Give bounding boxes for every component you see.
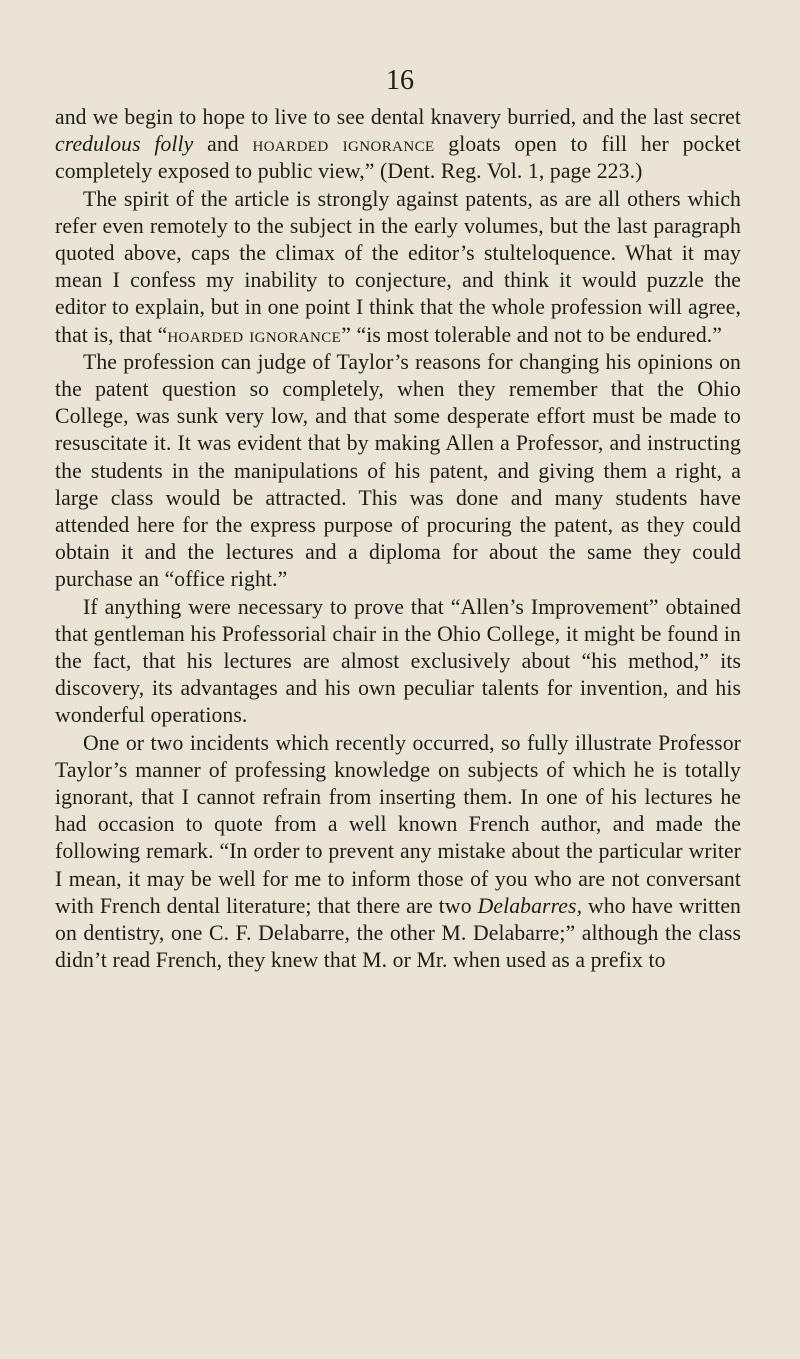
small-caps-text-run: hoarded ignorance (167, 322, 342, 347)
text-run: If anything were necessary to prove that “Allen’s Improvement” obtained that gentleman his Professorial chair in the Ohio College, it might be found in the fact, that his lectures are almost exclusively about “his method,” its discovery, its advantages and his own peculiar talents for invention, and his wonderful operations. (55, 594, 741, 728)
text-run: ” “is most tolerable and not to be endured.” (341, 322, 723, 347)
text-run: and (193, 132, 253, 157)
text-run: gloats open to fill her pocket completely exposed to public view,” (Dent. Reg. Vol. 1, page 223.) (55, 132, 742, 184)
body-text (55, 104, 741, 975)
text-run: who have written on dentistry, one C. F. Delabarre, the other M. Delabarre;” although the class didn’t read French, they knew that M. or Mr. when used as a prefix to (55, 893, 742, 973)
text-run: The profession can judge of Taylor’s reasons for changing his opinions on the patent question so completely, when they remember that the Ohio College, was sunk very low, and that some desperate effort must be made to resuscitate it. It was evident that by making Allen a Professor, and instructing the students in the manipulations of his patent, and giving them a right, a large class would be attracted. This was done and many students have attended here for the express purpose of procuring the patent, as they could obtain it and the lectures and a diploma for about the same they could purchase an “office right.” (55, 349, 741, 592)
paragraph-2 (55, 186, 741, 349)
text-run: One or two incidents which recently occurred, so fully illustrate Professor Taylor’s manner of professing knowledge on subjects of which he is totally ignorant, that I cannot refrain from inserting them. In one of his lectures he had occasion to quote from a well known French author, and made the following remark. “In order to prevent any mistake about the particular writer I mean, it may be well for me to inform those of you who are not conversant with French dental literature; that there are two (55, 730, 741, 918)
text-run: and we begin to hope to live to see dental knavery burried, and the last secret (55, 105, 741, 129)
small-caps-text-run: hoarded ignorance (252, 132, 435, 157)
paragraph-5 (55, 730, 741, 975)
text-run: The spirit of the article is strongly against patents, as are all others which refer even remotely to the subject in the early volumes, but the last paragraph quoted above, caps the climax of the editor’s stulteloquence. What it may mean I confess my inability to conjecture, and think it would puzzle the editor to explain, but in one point I think that the whole profession will agree, that is, that “ (55, 186, 741, 347)
page-number: 16 (386, 65, 414, 96)
paragraph-4 (55, 594, 741, 730)
italic-text-run: credulous folly (55, 132, 194, 157)
paragraph-1 (55, 104, 741, 186)
italic-text-run: Delabarres, (477, 893, 583, 918)
paragraph-3 (55, 349, 741, 594)
